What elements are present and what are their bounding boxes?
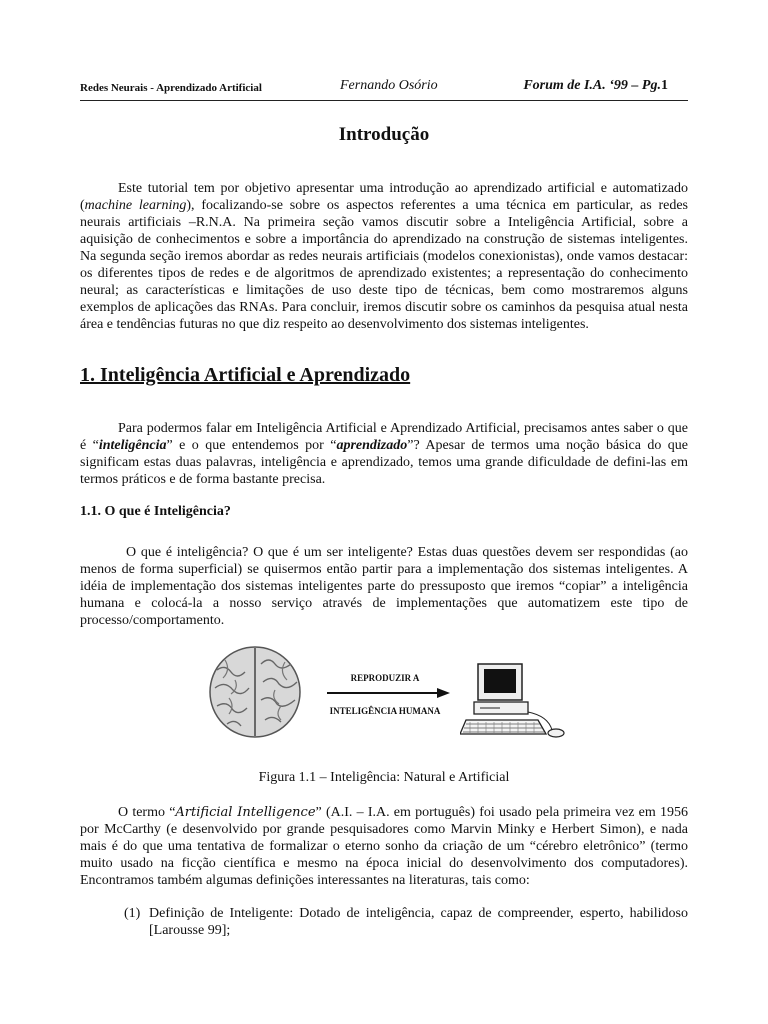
page-title: Introdução <box>338 124 430 145</box>
header-author: Fernando Osório <box>340 78 438 93</box>
arrow-label-top: REPRODUZIR A <box>350 673 420 683</box>
header-forum-label: Forum de I.A. ‘99 – Pg. <box>523 78 661 93</box>
header-page-number: 1 <box>661 78 668 93</box>
ai-term-italic: Artificial Intelligence <box>175 805 316 820</box>
s1-text-c: ” e o que entendemos por “ <box>166 438 337 453</box>
computer-icon <box>460 662 570 742</box>
subsection-1-1-paragraph: O que é inteligência? O que é um ser inteligente? Estas duas questões devem ser respondidas (ao menos de forma superficial) se quisermos então partir para a implementação dos sistemas inteligentes. A idéia de implementação dos sistemas inteligentes parte do pressuposto que iremos “copiar” a inteligência humana e colocá-la a nosso serviço através de implementações que automatizem este tipo de processo/comportamento. <box>80 545 688 628</box>
s1-term-aprendizado: aprendizado <box>336 438 408 453</box>
intro-text-a: Este tutorial tem por objetivo apresentar uma introdução ao aprendizado artificial e automatizado ( <box>80 181 688 213</box>
subsection-1-1-heading: 1.1. O que é Inteligência? <box>80 504 231 519</box>
figure-caption: Figura 1.1 – Inteligência: Natural e Artificial <box>258 770 510 785</box>
ai-text-b: ” (A.I. – I.A. em português) foi usado pela primeira vez em 1956 por McCarthy (e desenvolvido por grande pesquisadores como Marvin Minky e Herbert Simon), e nada mais é do que uma tentativa de formalizar o eterno sonho da criação de um “cérebro eletrônico” (termo muito usado na ficção científica e mesmo na época inicial do desenvolvimento dos computadores). Encontramos também algumas definições interessantes na literaturas, tais como: <box>80 805 688 888</box>
s1-text-d: ”? Apesar de termos uma noção básica do que significam estas duas palavras, inteligência e aprendizado, temos uma grande dificuldade de defini-las em termos práticos e de forma bastante precisa. <box>80 438 688 487</box>
page-header <box>80 78 688 101</box>
intro-paragraph <box>80 180 688 333</box>
list-item-number: (1) <box>124 906 141 921</box>
intro-text-italic: machine learning <box>84 198 187 213</box>
brain-icon <box>205 640 305 740</box>
list-item <box>124 905 688 939</box>
arrow-label-bottom: INTELIGÊNCIA HUMANA <box>329 706 441 716</box>
section-1-paragraph <box>80 420 688 488</box>
section-1-heading: 1. Inteligência Artificial e Aprendizado <box>80 364 411 386</box>
figure-1-1 <box>205 640 575 760</box>
s1-term-inteligencia: inteligência <box>98 438 167 453</box>
intro-text-b: ), focalizando-se sobre os aspectos referentes a uma técnica em particular, as redes neurais artificiais –R.N.A. Na primeira seção vamos discutir sobre a Inteligência Artificial, sobre a aquisição de conhecimentos e sobre a importância do aprendizado na construção de sistemas inteligentes. Na segunda seção iremos abordar as redes neurais artificiais (modelos conexionistas), onde vamos destacar: os diferentes tipos de redes e de algoritmos de aprendizado existentes; a representação do conhecimento neural; as características e limitações de uso deste tipo de técnicas, bem como mostraremos alguns exemplos de aplicações das RNAs. Para concluir, iremos discutir sobre os caminhos da pesquisa atual nesta área e tendências futuras no que diz respeito ao desenvolvimento dos sistemas inteligentes. <box>80 198 689 332</box>
arrow-right-icon <box>325 688 450 698</box>
header-course-title: Redes Neurais - Aprendizado Artificial <box>80 82 262 94</box>
list-item-text: Definição de Inteligente: Dotado de inteligência, capaz de compreender, esperto, habilidoso [Larousse 99]; <box>149 906 688 938</box>
ai-term-paragraph <box>80 804 688 889</box>
header-forum <box>523 78 668 94</box>
s1-text-a: Para podermos falar em Inteligência Artificial e Aprendizado Artificial, precisamos antes saber o que é “ <box>80 421 688 453</box>
ai-text-a: O termo “ <box>118 805 176 820</box>
